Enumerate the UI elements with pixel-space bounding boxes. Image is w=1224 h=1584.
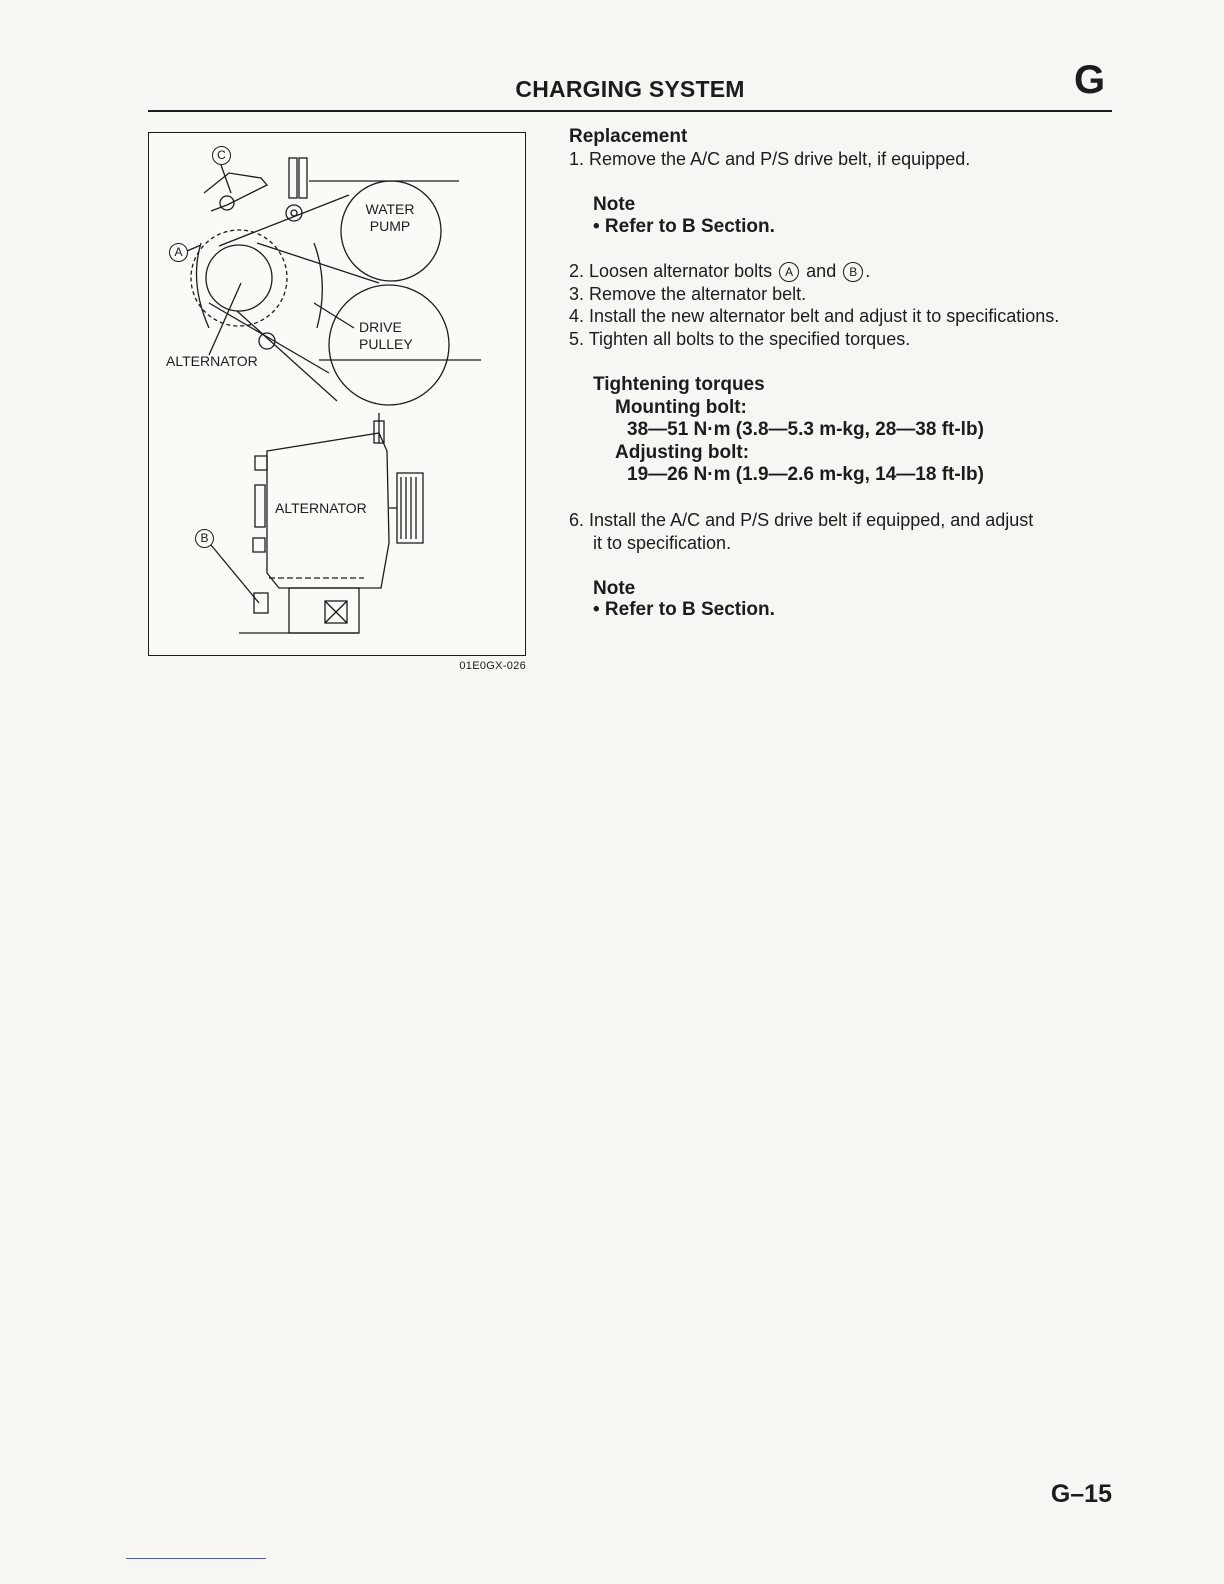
step-6-line-2: it to specification. [593, 533, 732, 553]
alternator-side-label: ALTERNATOR [275, 500, 367, 516]
drive-pulley-label [359, 319, 413, 353]
note-1-item: • Refer to B Section. [593, 216, 775, 237]
step-2-and: and [806, 261, 837, 281]
figure-code: 01E0GX-026 [459, 660, 526, 672]
alternator-figure [148, 132, 526, 656]
alternator-drawing [149, 133, 527, 657]
step-2 [569, 260, 870, 282]
page-number: G–15 [1050, 1480, 1112, 1508]
note-2-title: Note [593, 578, 636, 599]
step-3: 3. Remove the alternator belt. [569, 284, 807, 304]
alternator-top-label: ALTERNATOR [166, 353, 258, 369]
adjusting-bolt-torque: 19—26 N·m (1.9—2.6 m-kg, 14—18 ft-lb) [627, 464, 984, 485]
step-5: 5. Tighten all bolts to the specified torques. [569, 329, 911, 349]
inline-marker-b: B [843, 262, 863, 282]
marker-a: A [169, 243, 188, 262]
bottom-link-underline [126, 1558, 266, 1559]
drive-pulley-text: DRIVE PULLEY [359, 319, 413, 352]
inline-marker-a: A [779, 262, 799, 282]
water-pump-label [345, 201, 435, 235]
marker-c: C [212, 146, 231, 165]
note-2-item: • Refer to B Section. [593, 599, 775, 620]
adjusting-bolt-label: Adjusting bolt: [615, 442, 750, 463]
mounting-bolt-torque: 38—51 N·m (3.8—5.3 m-kg, 28—38 ft-lb) [627, 419, 984, 440]
step-4: 4. Install the new alternator belt and adjust it to specifications. [569, 306, 1060, 326]
water-pump-text: WATER PUMP [365, 201, 415, 234]
step-2-prefix: 2. Loosen alternator bolts [569, 261, 773, 281]
page-title: CHARGING SYSTEM [515, 76, 745, 102]
section-heading: Replacement [569, 126, 688, 147]
step-1: 1. Remove the A/C and P/S drive belt, if equipped. [569, 149, 971, 169]
marker-b: B [195, 529, 214, 548]
note-1-title: Note [593, 194, 636, 215]
step-6-line-1: 6. Install the A/C and P/S drive belt if equipped, and adjust [569, 510, 1034, 530]
mounting-bolt-label: Mounting bolt: [615, 397, 747, 418]
header-rule [148, 110, 1112, 112]
torques-title: Tightening torques [593, 374, 765, 395]
step-2-suffix: . [865, 261, 871, 281]
section-letter: G [1074, 58, 1106, 102]
